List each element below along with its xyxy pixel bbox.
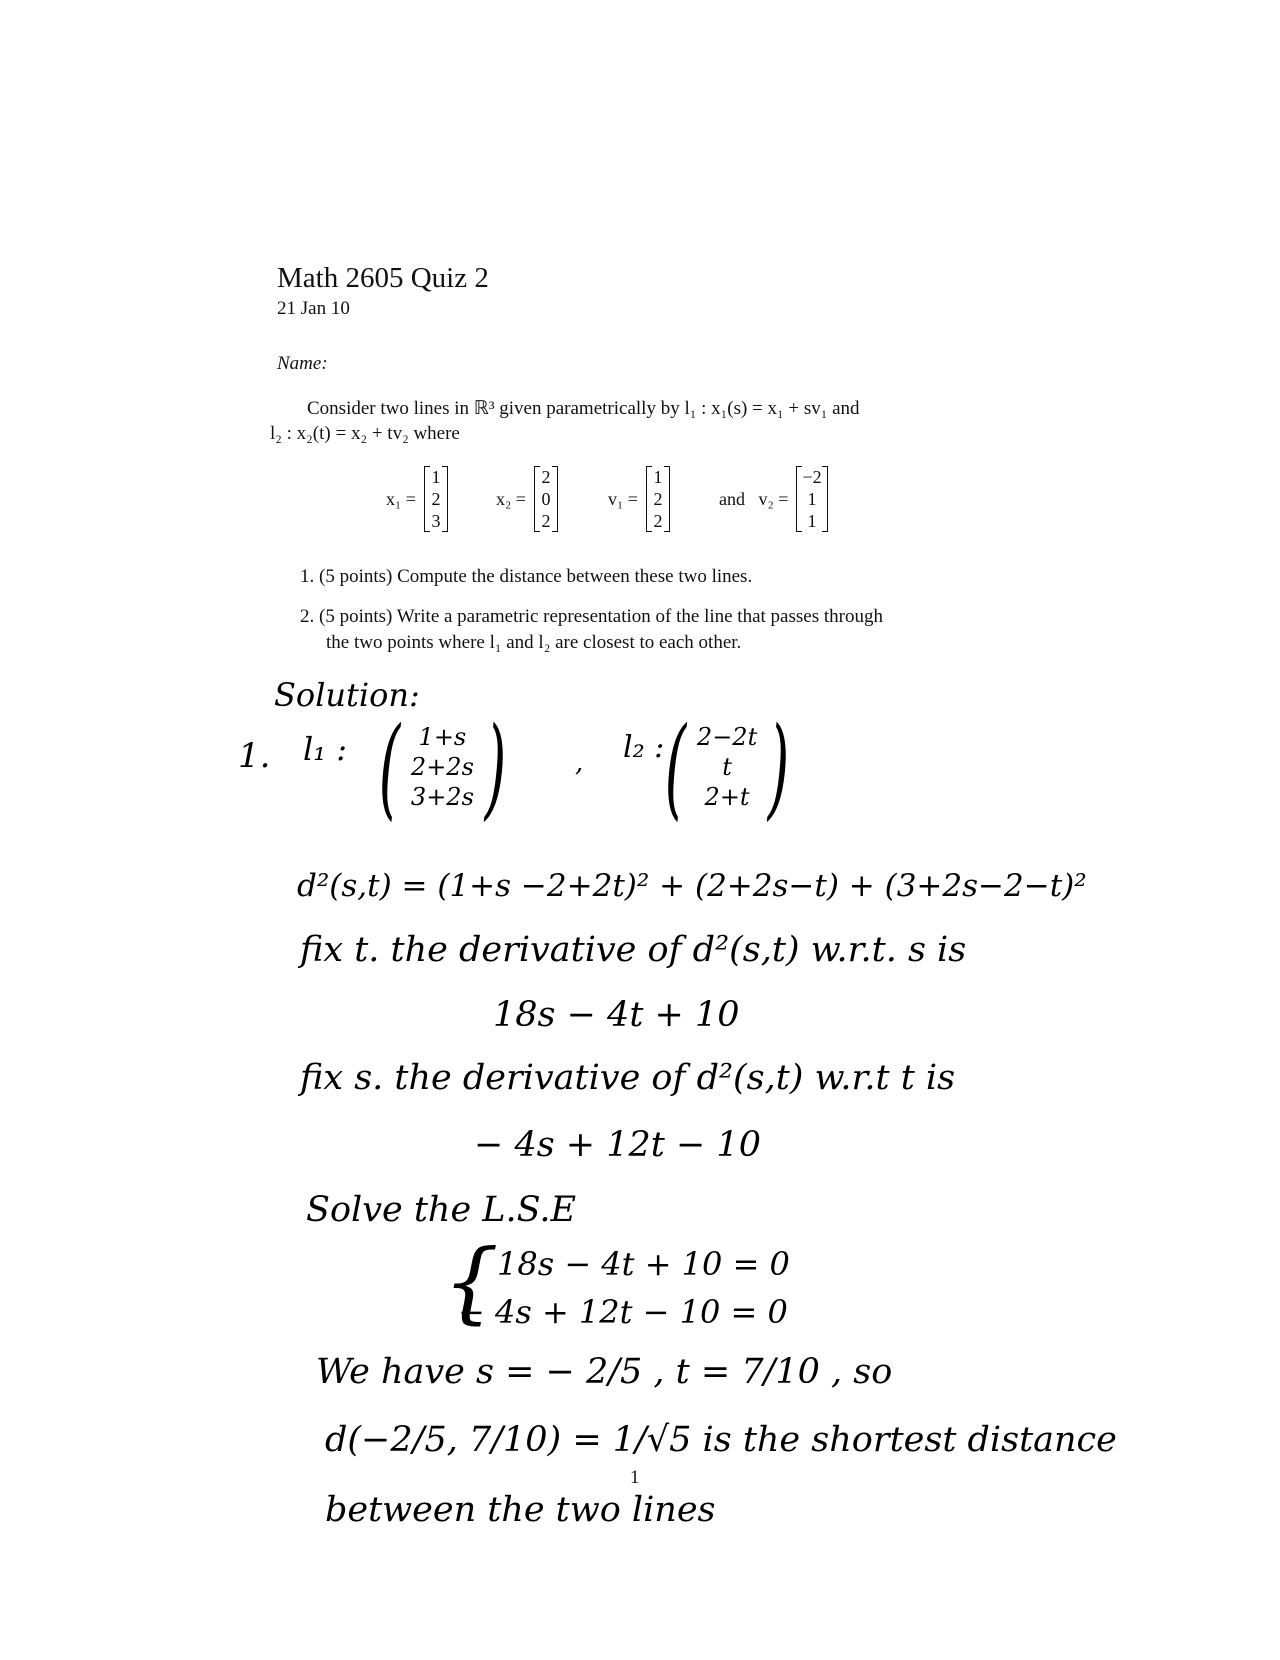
component: t	[722, 753, 732, 781]
vector-entry: 2	[431, 489, 441, 509]
vector-entry: 1	[431, 467, 441, 487]
problem-statement-line-2: l₂ : x₂(t) = x₂ + tv₂ where	[270, 423, 460, 444]
system-equation-2: − 4s + 12t − 10 = 0	[458, 1293, 788, 1331]
solve-lse-text: Solve the L.S.E	[306, 1190, 577, 1230]
left-paren: (	[664, 703, 687, 831]
right-paren: )	[767, 703, 790, 831]
page-number: 1	[630, 1467, 640, 1488]
vector-v1	[608, 466, 670, 532]
separator: ,	[575, 748, 584, 778]
component: 2+2s	[410, 753, 474, 781]
vector-bracket	[424, 466, 448, 532]
vector-x2	[496, 466, 558, 532]
vector-entry: −2	[802, 467, 822, 487]
component: 3+2s	[410, 783, 474, 811]
line-1-components	[411, 722, 474, 812]
distance-squared-formula: d²(s,t) = (1+s −2+2t)² + (2+2s−t) + (3+2s−2−t)²	[297, 868, 1087, 904]
line-1-label: l₁ :	[303, 730, 348, 768]
vector-bracket	[534, 466, 558, 532]
problem-statement-line-1: Consider two lines in ℝ³ given parametrically by l₁ : x₁(s) = x₁ + sv₁ and	[307, 398, 860, 419]
vector-entry: 2	[653, 489, 663, 509]
derivative-t: − 4s + 12t − 10	[474, 1125, 761, 1165]
vector-label: v₁ =	[608, 488, 638, 509]
question-2-line-2: the two points where l₁ and l₂ are closest to each other.	[326, 632, 742, 653]
vector-bracket	[646, 466, 670, 532]
question-1: 1. (5 points) Compute the distance between these two lines.	[300, 566, 753, 587]
vector-entry: 0	[541, 489, 551, 509]
fix-s-text: fix s. the derivative of d²(s,t) w.r.t t is	[300, 1058, 956, 1098]
quiz-date: 21 Jan 10	[277, 298, 350, 319]
vector-entry: 1	[807, 511, 817, 531]
vector-entry: 1	[807, 489, 817, 509]
left-paren: (	[378, 703, 401, 831]
conclusion-text: between the two lines	[325, 1490, 716, 1530]
quiz-title: Math 2605 Quiz 2	[277, 262, 489, 294]
shortest-distance-statement: d(−2/5, 7/10) = 1/√5 is the shortest distance	[325, 1420, 1117, 1460]
question-2-line-1: 2. (5 points) Write a parametric representation of the line that passes through	[300, 606, 883, 627]
solution-heading: Solution:	[274, 676, 420, 714]
right-paren: )	[484, 703, 507, 831]
system-equation-1: 18s − 4t + 10 = 0	[497, 1245, 790, 1283]
vector-entry: 2	[541, 467, 551, 487]
line-2-label: l₂ :	[623, 730, 665, 765]
vector-entry: 2	[653, 511, 663, 531]
vector-x1	[386, 466, 448, 532]
component: 1+s	[418, 723, 467, 751]
component: 2−2t	[696, 723, 758, 751]
solution-number: 1.	[238, 736, 271, 776]
solution-values: We have s = − 2/5 , t = 7/10 , so	[316, 1352, 893, 1392]
line-2-components	[697, 722, 757, 812]
vector-entry: 3	[431, 511, 441, 531]
derivative-s: 18s − 4t + 10	[493, 995, 740, 1035]
system-brace: {	[443, 1230, 499, 1333]
vector-bracket	[796, 466, 827, 532]
vector-v2	[719, 466, 828, 532]
vector-entry: 1	[653, 467, 663, 487]
line-2-vector	[654, 703, 800, 831]
vector-entry: 2	[541, 511, 551, 531]
vector-label: x₂ =	[496, 488, 526, 509]
name-label: Name:	[277, 353, 328, 374]
fix-t-text: fix t. the derivative of d²(s,t) w.r.t. s is	[300, 930, 967, 970]
vector-label: x₁ =	[386, 488, 416, 509]
line-1-vector	[368, 703, 517, 831]
component: 2+t	[704, 783, 750, 811]
vector-label: and v₂ =	[719, 488, 789, 509]
